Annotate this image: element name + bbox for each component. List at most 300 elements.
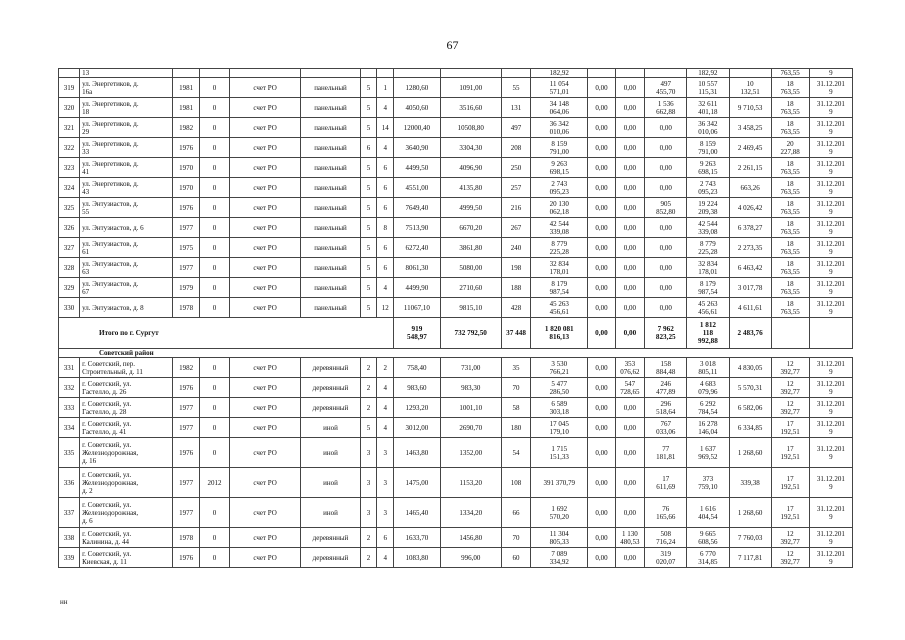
table-cell: 216 [501, 198, 531, 218]
table-cell: 0,00 [588, 548, 615, 568]
table-cell: 1475,00 [394, 468, 440, 498]
table-row [59, 198, 853, 218]
table-row [59, 118, 853, 138]
table-cell: 0,00 [615, 498, 645, 528]
table-cell: 1975 [172, 238, 199, 258]
table-cell: 1979 [172, 278, 199, 298]
table-cell [301, 69, 360, 78]
table-row [59, 378, 853, 398]
table-cell: 6 [377, 178, 394, 198]
table-cell: 11 054 571,01 [531, 78, 588, 98]
table-cell: 331 [59, 358, 80, 378]
table-cell: 353 076,62 [615, 358, 645, 378]
table-cell: 2 [360, 358, 377, 378]
table-cell: 2 [360, 548, 377, 568]
table-cell: г. Советский, ул. Гастелло, д. 26 [80, 378, 173, 398]
table-cell: 158 884,48 [645, 358, 687, 378]
table-cell: 0,00 [615, 398, 645, 418]
table-cell: 42 544 339,08 [531, 218, 588, 238]
table-cell: 0 [200, 158, 230, 178]
table-cell: 0,00 [615, 418, 645, 438]
table-cell: 31.12.201 9 [809, 198, 852, 218]
table-cell: 325 [59, 198, 80, 218]
table-cell: 1977 [172, 498, 199, 528]
table-cell: 1280,60 [394, 78, 440, 98]
table-cell: ул. Энтузиастов, д. 8 [80, 298, 173, 318]
table-cell: 11067,10 [394, 298, 440, 318]
table-cell [645, 69, 687, 78]
table-cell: 6 582,06 [729, 398, 771, 418]
table-cell: 323 [59, 158, 80, 178]
table-cell: 4999,50 [440, 198, 501, 218]
table-cell: 5 [360, 238, 377, 258]
table-cell: ул. Энергетиков, д. 29 [80, 118, 173, 138]
table-row [59, 158, 853, 178]
table-cell: 3 017,78 [729, 278, 771, 298]
table-cell: панельный [301, 98, 360, 118]
table-cell: 6 [377, 238, 394, 258]
table-cell: 31.12.201 9 [809, 218, 852, 238]
table-cell: 1976 [172, 138, 199, 158]
table-cell: 335 [59, 438, 80, 468]
table-cell: 36 342 010,06 [531, 118, 588, 138]
table-cell: 4 [377, 98, 394, 118]
table-cell: 3 [360, 468, 377, 498]
table-cell: 9 [809, 69, 852, 78]
table-cell: 1978 [172, 298, 199, 318]
table-cell: 0,00 [588, 138, 615, 158]
table-cell: 13 [80, 69, 173, 78]
table-cell: 198 [501, 258, 531, 278]
table-cell: 0,00 [588, 468, 615, 498]
table-cell: 3 [360, 498, 377, 528]
table-cell: 0,00 [645, 298, 687, 318]
table-cell: 31.12.201 9 [809, 378, 852, 398]
table-cell: 0,00 [645, 118, 687, 138]
table-cell: г. Советский, ул. Железнодорожная, д. 2 [80, 468, 173, 498]
table-cell: 0,00 [588, 198, 615, 218]
table-cell: 1 [377, 78, 394, 98]
table-cell: 18 763,55 [771, 298, 809, 318]
table-cell: 0,00 [615, 118, 645, 138]
table-cell: 391 370,79 [531, 468, 588, 498]
table-cell: 428 [501, 298, 531, 318]
table-cell: 0 [200, 118, 230, 138]
table-cell: 5080,00 [440, 258, 501, 278]
table-cell: 1976 [172, 198, 199, 218]
table-cell: 19 224 209,38 [687, 198, 729, 218]
table-cell: иной [301, 438, 360, 468]
table-cell: 4 611,61 [729, 298, 771, 318]
table-cell: 17 192,51 [771, 438, 809, 468]
table-cell: 6 334,85 [729, 418, 771, 438]
table-cell: 328 [59, 258, 80, 278]
table-cell: 9815,10 [440, 298, 501, 318]
table-cell: 0,00 [588, 528, 615, 548]
table-cell: 246 477,89 [645, 378, 687, 398]
table-cell: 3012,00 [394, 418, 440, 438]
table-cell: 0,00 [588, 298, 615, 318]
table-cell: 373 759,10 [687, 468, 729, 498]
table-cell: 1083,80 [394, 548, 440, 568]
table-cell: счет РО [229, 418, 301, 438]
total-label: Итого по г. Сургут [59, 318, 394, 349]
table-cell: 0,00 [615, 218, 645, 238]
table-cell: 0 [200, 238, 230, 258]
table-cell: ул. Энтузиастов, д. 55 [80, 198, 173, 218]
table-cell: 0,00 [615, 548, 645, 568]
table-cell: 4 830,05 [729, 358, 771, 378]
table-cell: 4 [377, 138, 394, 158]
table-cell: 4096,90 [440, 158, 501, 178]
table-cell [229, 69, 301, 78]
table-cell: 4 [377, 378, 394, 398]
table-cell: 1976 [172, 378, 199, 398]
table-cell: 0,00 [645, 158, 687, 178]
total-living-area: 732 792,50 [440, 318, 501, 349]
table-cell: 0,00 [615, 258, 645, 278]
table-cell: 2 [360, 528, 377, 548]
table-cell: счет РО [229, 178, 301, 198]
table-cell: 5 [360, 418, 377, 438]
table-cell: 320 [59, 98, 80, 118]
table-cell: панельный [301, 258, 360, 278]
table-cell: 17 192,51 [771, 468, 809, 498]
table-cell: 31.12.201 9 [809, 438, 852, 468]
table-cell: 0,00 [615, 138, 645, 158]
table-cell: 339 [59, 548, 80, 568]
table-cell: 497 [501, 118, 531, 138]
table-cell: 7513,90 [394, 218, 440, 238]
table-cell: 2012 [200, 468, 230, 498]
total-residents: 37 448 [501, 318, 531, 349]
table-cell: 250 [501, 158, 531, 178]
table-cell: панельный [301, 178, 360, 198]
table-cell: г. Советский, ул. Железнодорожная, д. 16 [80, 438, 173, 468]
table-cell: 0,00 [588, 118, 615, 138]
table-cell: 77 181,81 [645, 438, 687, 468]
table-cell: 0 [200, 528, 230, 548]
table-cell: 4499,90 [394, 278, 440, 298]
table-cell: ул. Энергетиков, д. 43 [80, 178, 173, 198]
table-cell: г. Советский, ул. Калинина, д. 44 [80, 528, 173, 548]
table-cell: 0 [200, 178, 230, 198]
table-cell: 45 263 456,61 [531, 298, 588, 318]
table-cell: 1153,20 [440, 468, 501, 498]
table-cell: 31.12.201 9 [809, 298, 852, 318]
table-cell: 2 261,15 [729, 158, 771, 178]
table-cell: ул. Энтузиастов, д. 67 [80, 278, 173, 298]
table-cell: счет РО [229, 158, 301, 178]
table-cell: 2 743 095,23 [687, 178, 729, 198]
table-cell: 3 [377, 438, 394, 468]
table-cell: 31.12.201 9 [809, 158, 852, 178]
table-cell: 1352,00 [440, 438, 501, 468]
table-cell: г. Советский, ул. Железнодорожная, д. 6 [80, 498, 173, 528]
table-cell: 42 544 339,08 [687, 218, 729, 238]
table-cell: 1970 [172, 158, 199, 178]
table-cell: 1977 [172, 258, 199, 278]
table-cell: 1 692 570,20 [531, 498, 588, 528]
table-cell: панельный [301, 298, 360, 318]
table-cell: 12 392,77 [771, 398, 809, 418]
table-row [59, 358, 853, 378]
table-cell: 7649,40 [394, 198, 440, 218]
table-cell: 0 [200, 78, 230, 98]
table-cell: 4551,00 [394, 178, 440, 198]
table-cell: счет РО [229, 358, 301, 378]
table-cell: счет РО [229, 498, 301, 528]
table-cell: счет РО [229, 548, 301, 568]
table-cell: панельный [301, 218, 360, 238]
table-cell: 3640,90 [394, 138, 440, 158]
table-cell: 8 179 987,54 [687, 278, 729, 298]
table-cell: 17 192,51 [771, 418, 809, 438]
table-cell: 758,40 [394, 358, 440, 378]
table-cell: 54 [501, 438, 531, 468]
table-cell: 5 [360, 178, 377, 198]
table-cell: 1 715 151,33 [531, 438, 588, 468]
table-cell: 208 [501, 138, 531, 158]
table-cell: 1293,20 [394, 398, 440, 418]
table-cell: 2 [360, 378, 377, 398]
table-cell: 1 130 480,53 [615, 528, 645, 548]
table-cell: 10508,80 [440, 118, 501, 138]
table-cell: 1977 [172, 468, 199, 498]
table-cell [501, 69, 531, 78]
table-cell: 31.12.201 9 [809, 278, 852, 298]
table-cell: 319 [59, 78, 80, 98]
table-cell: 31.12.201 9 [809, 498, 852, 528]
total-cost: 1 820 081 816,13 [531, 318, 588, 349]
table-cell: ул. Энтузиастов, д. 63 [80, 258, 173, 278]
table-cell: 1981 [172, 78, 199, 98]
table-cell: 330 [59, 298, 80, 318]
table-cell: 326 [59, 218, 80, 238]
table-cell: 6 [377, 158, 394, 178]
table-cell: 0,00 [615, 278, 645, 298]
table-cell: 10 557 115,31 [687, 78, 729, 98]
total-empty-1 [771, 318, 809, 349]
table-cell: счет РО [229, 78, 301, 98]
table-cell: счет РО [229, 438, 301, 468]
table-cell: 17 611,69 [645, 468, 687, 498]
table-cell: 329 [59, 278, 80, 298]
table-cell: 1001,10 [440, 398, 501, 418]
table-cell: 6 292 784,54 [687, 398, 729, 418]
table-cell: 5 [360, 98, 377, 118]
table-cell: счет РО [229, 298, 301, 318]
table-cell: 31.12.201 9 [809, 468, 852, 498]
table-cell [615, 69, 645, 78]
table-cell: 10 132,51 [729, 78, 771, 98]
table-cell: 1982 [172, 358, 199, 378]
table-cell: счет РО [229, 238, 301, 258]
table-cell: 0,00 [588, 78, 615, 98]
total-row [59, 318, 853, 349]
table-cell: 1 637 969,52 [687, 438, 729, 468]
table-cell: 1 268,60 [729, 498, 771, 528]
table-cell: 1976 [172, 438, 199, 468]
table-cell [172, 69, 199, 78]
table-cell: 0 [200, 438, 230, 468]
table-cell: 45 263 456,61 [687, 298, 729, 318]
table-cell: 0 [200, 258, 230, 278]
table-cell: деревянный [301, 548, 360, 568]
total-f5: 2 483,76 [729, 318, 771, 349]
table-cell: 18 763,55 [771, 238, 809, 258]
table-row [59, 178, 853, 198]
table-cell: 1977 [172, 398, 199, 418]
table-cell: 70 [501, 378, 531, 398]
table-cell: 322 [59, 138, 80, 158]
table-cell: 12 392,77 [771, 378, 809, 398]
table-cell: 6670,20 [440, 218, 501, 238]
table-row [59, 528, 853, 548]
table-cell: 31.12.201 9 [809, 548, 852, 568]
table-cell: 8 179 987,54 [531, 278, 588, 298]
table-cell: 12000,40 [394, 118, 440, 138]
table-cell: 12 392,77 [771, 358, 809, 378]
table-cell: 1976 [172, 548, 199, 568]
table-cell: 731,00 [440, 358, 501, 378]
table-cell: ул. Энергетиков, д. 41 [80, 158, 173, 178]
table-cell: 9 263 698,15 [531, 158, 588, 178]
table-cell: 18 763,55 [771, 78, 809, 98]
table-cell: 0 [200, 418, 230, 438]
table-cell: 1981 [172, 98, 199, 118]
table-cell: 240 [501, 238, 531, 258]
table-cell: 58 [501, 398, 531, 418]
table-cell: 32 834 178,01 [531, 258, 588, 278]
table-cell: 763,55 [771, 69, 809, 78]
table-cell: 18 763,55 [771, 178, 809, 198]
table-cell: 337 [59, 498, 80, 528]
table-row [59, 238, 853, 258]
table-cell: 6 463,42 [729, 258, 771, 278]
table-cell: 7 089 334,92 [531, 548, 588, 568]
table-cell: иной [301, 418, 360, 438]
table-cell: 0,00 [645, 278, 687, 298]
table-cell: иной [301, 468, 360, 498]
page-number: 67 [446, 38, 459, 52]
table-cell: 1 616 404,54 [687, 498, 729, 528]
table-cell: 18 763,55 [771, 278, 809, 298]
table-cell: счет РО [229, 258, 301, 278]
table-cell: счет РО [229, 528, 301, 548]
table-cell: 0,00 [615, 468, 645, 498]
table-cell: 70 [501, 528, 531, 548]
table-cell: 0,00 [615, 438, 645, 468]
table-cell: 1463,80 [394, 438, 440, 468]
table-cell: ул. Энтузиастов, д. 61 [80, 238, 173, 258]
table-cell: 3304,30 [440, 138, 501, 158]
housing-table [58, 68, 853, 568]
table-cell: ул. Энергетиков, д. 33 [80, 138, 173, 158]
table-cell: 1334,20 [440, 498, 501, 528]
table-cell: 1978 [172, 528, 199, 548]
table-cell: 8 [377, 218, 394, 238]
table-cell: 5 [360, 118, 377, 138]
table-row [59, 398, 853, 418]
table-cell: 3 018 805,11 [687, 358, 729, 378]
table-cell: иной [301, 498, 360, 528]
table-cell: 1977 [172, 218, 199, 238]
table-cell: 182,92 [687, 69, 729, 78]
table-cell: 4 [377, 418, 394, 438]
table-cell: г. Советский, ул. Гастелло, д. 28 [80, 398, 173, 418]
table-cell: 131 [501, 98, 531, 118]
table-cell: 108 [501, 468, 531, 498]
table-row [59, 498, 853, 528]
table-cell: счет РО [229, 118, 301, 138]
table-cell: 497 455,70 [645, 78, 687, 98]
table-cell: 2690,70 [440, 418, 501, 438]
table-cell: 4 026,42 [729, 198, 771, 218]
table-row [59, 548, 853, 568]
table-cell: ул. Энергетиков, д. 16а [80, 78, 173, 98]
table-cell: 0,00 [588, 378, 615, 398]
table-cell: г. Советский, пер. Строительный, д. 11 [80, 358, 173, 378]
table-cell: 2 273,35 [729, 238, 771, 258]
table-row [59, 438, 853, 468]
table-cell: 338 [59, 528, 80, 548]
table-cell: 5 [360, 198, 377, 218]
table-cell: 0,00 [588, 438, 615, 468]
table-cell: 0 [200, 138, 230, 158]
section-row [59, 349, 853, 358]
table-cell: 0 [200, 98, 230, 118]
section-title: Советский район [59, 349, 853, 358]
table-cell: 4 683 079,96 [687, 378, 729, 398]
table-cell: счет РО [229, 378, 301, 398]
table-cell: 7 760,03 [729, 528, 771, 548]
table-cell: 6 [360, 138, 377, 158]
table-cell: 4 [377, 398, 394, 418]
table-cell: 1456,80 [440, 528, 501, 548]
table-cell: 55 [501, 78, 531, 98]
table-cell: 0,00 [588, 98, 615, 118]
total-area: 919 548,97 [394, 318, 440, 349]
table-cell: ул. Энергетиков, д. 18 [80, 98, 173, 118]
table-cell: 5 477 286,50 [531, 378, 588, 398]
table-cell: 6 [377, 258, 394, 278]
table-cell: 0,00 [615, 198, 645, 218]
table-cell: 18 763,55 [771, 118, 809, 138]
table-cell: 1091,00 [440, 78, 501, 98]
table-cell: 3 [360, 438, 377, 468]
table-cell: 0,00 [588, 238, 615, 258]
table-cell: г. Советский, ул. Киевская, д. 11 [80, 548, 173, 568]
table-cell: 334 [59, 418, 80, 438]
table-cell: счет РО [229, 98, 301, 118]
table-cell: 1633,70 [394, 528, 440, 548]
table-cell: 8 779 225,28 [531, 238, 588, 258]
table-cell: 32 834 178,01 [687, 258, 729, 278]
table-cell: 4 [377, 548, 394, 568]
table-row [59, 138, 853, 158]
table-cell: 9 263 698,15 [687, 158, 729, 178]
table-row [59, 78, 853, 98]
table-cell: 4050,60 [394, 98, 440, 118]
table-cell: 1982 [172, 118, 199, 138]
table-cell: 36 342 010,06 [687, 118, 729, 138]
table-cell: 6 589 303,18 [531, 398, 588, 418]
table-cell: 6 378,27 [729, 218, 771, 238]
table-cell: 3 [377, 468, 394, 498]
table-cell: 767 033,06 [645, 418, 687, 438]
table-row [59, 468, 853, 498]
